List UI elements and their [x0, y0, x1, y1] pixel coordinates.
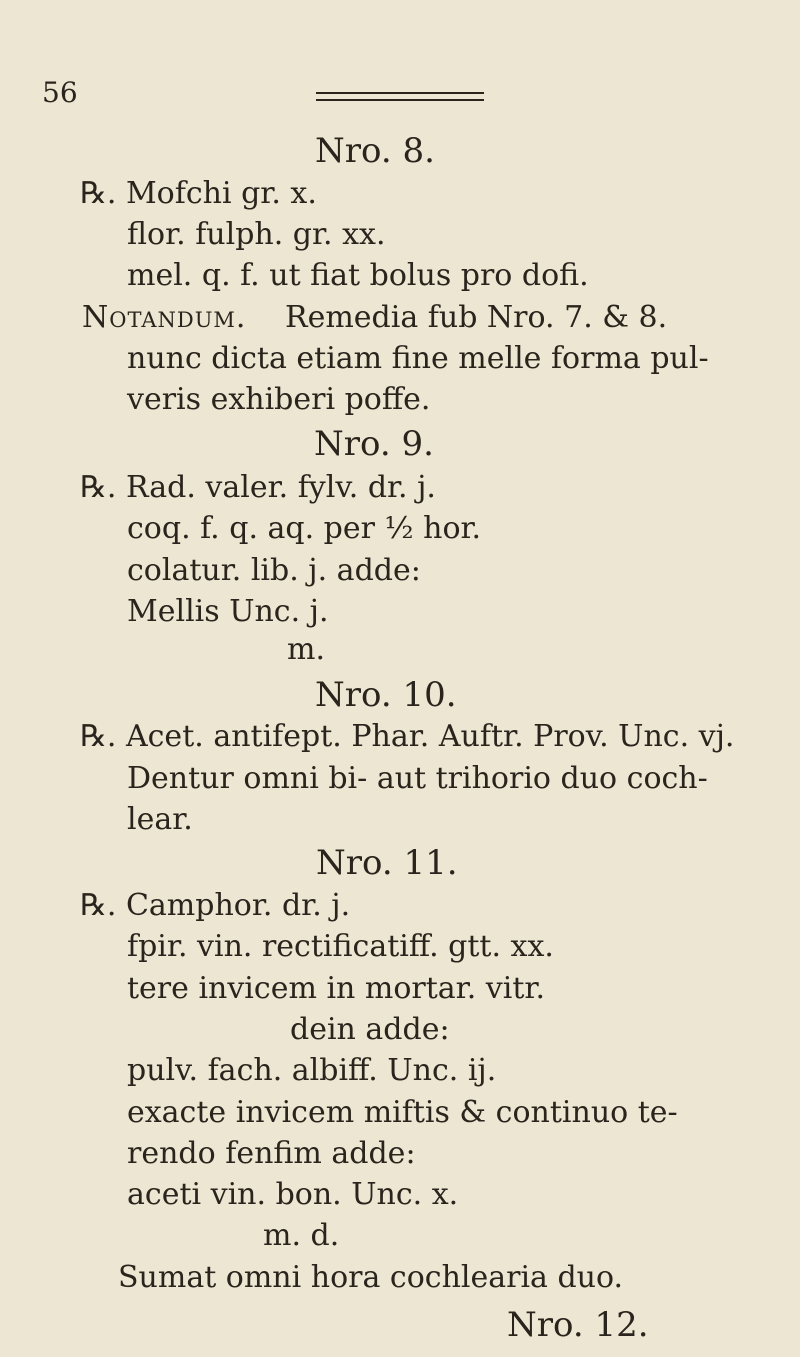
- text-line: Sumat omni hora cochlearia duo.: [118, 1259, 624, 1295]
- section-heading: Nro. 9.: [314, 424, 434, 465]
- text-line: Mellis Unc. j.: [127, 593, 329, 629]
- section-heading: Nro. 11.: [316, 843, 458, 884]
- text-line: coq. f. q. aq. per ½ hor.: [127, 511, 482, 547]
- section-heading: Nro. 10.: [315, 674, 457, 715]
- text-line: fpir. vin. rectificatiff. gtt. xx.: [127, 929, 554, 965]
- text-line: m.: [287, 631, 325, 667]
- text-line: ℞. Camphor. dr. j.: [80, 888, 351, 924]
- text-line: flor. fulph. gr. xx.: [127, 217, 386, 253]
- page-number: 56: [42, 76, 78, 109]
- text-line: ℞. Rad. valer. fylv. dr. j.: [80, 469, 436, 505]
- header-rule: [316, 92, 484, 101]
- text-line: rendo fenfim adde:: [127, 1135, 416, 1171]
- text-line: pulv. fach. albiff. Unc. ij.: [127, 1053, 497, 1089]
- text-line: ℞. Acet. antifept. Phar. Auftr. Prov. Unc. vj.: [80, 719, 735, 755]
- text-line: exacte invicem miftis & continuo te-: [127, 1094, 678, 1130]
- text-line: nunc dicta etiam fine melle forma pul-: [127, 340, 709, 376]
- notandum-label: Notandum.: [82, 299, 247, 335]
- text-line: lear.: [127, 802, 193, 838]
- text-line: m. d.: [263, 1218, 340, 1254]
- text-line: aceti vin. bon. Unc. x.: [127, 1177, 459, 1213]
- catchword: Nro. 12.: [507, 1305, 649, 1346]
- text-line: ℞. Mofchi gr. x.: [80, 175, 317, 211]
- text-line: Remedia fub Nro. 7. & 8.: [285, 299, 668, 335]
- text-line: dein adde:: [290, 1011, 450, 1047]
- text-line: tere invicem in mortar. vitr.: [127, 970, 545, 1006]
- text-line: mel. q. f. ut fiat bolus pro dofi.: [127, 258, 589, 294]
- text-line: colatur. lib. j. adde:: [127, 552, 421, 588]
- text-line: Dentur omni bi- aut trihorio duo coch-: [127, 760, 708, 796]
- text-line: veris exhiberi poffe.: [127, 382, 431, 418]
- section-heading: Nro. 8.: [315, 131, 435, 171]
